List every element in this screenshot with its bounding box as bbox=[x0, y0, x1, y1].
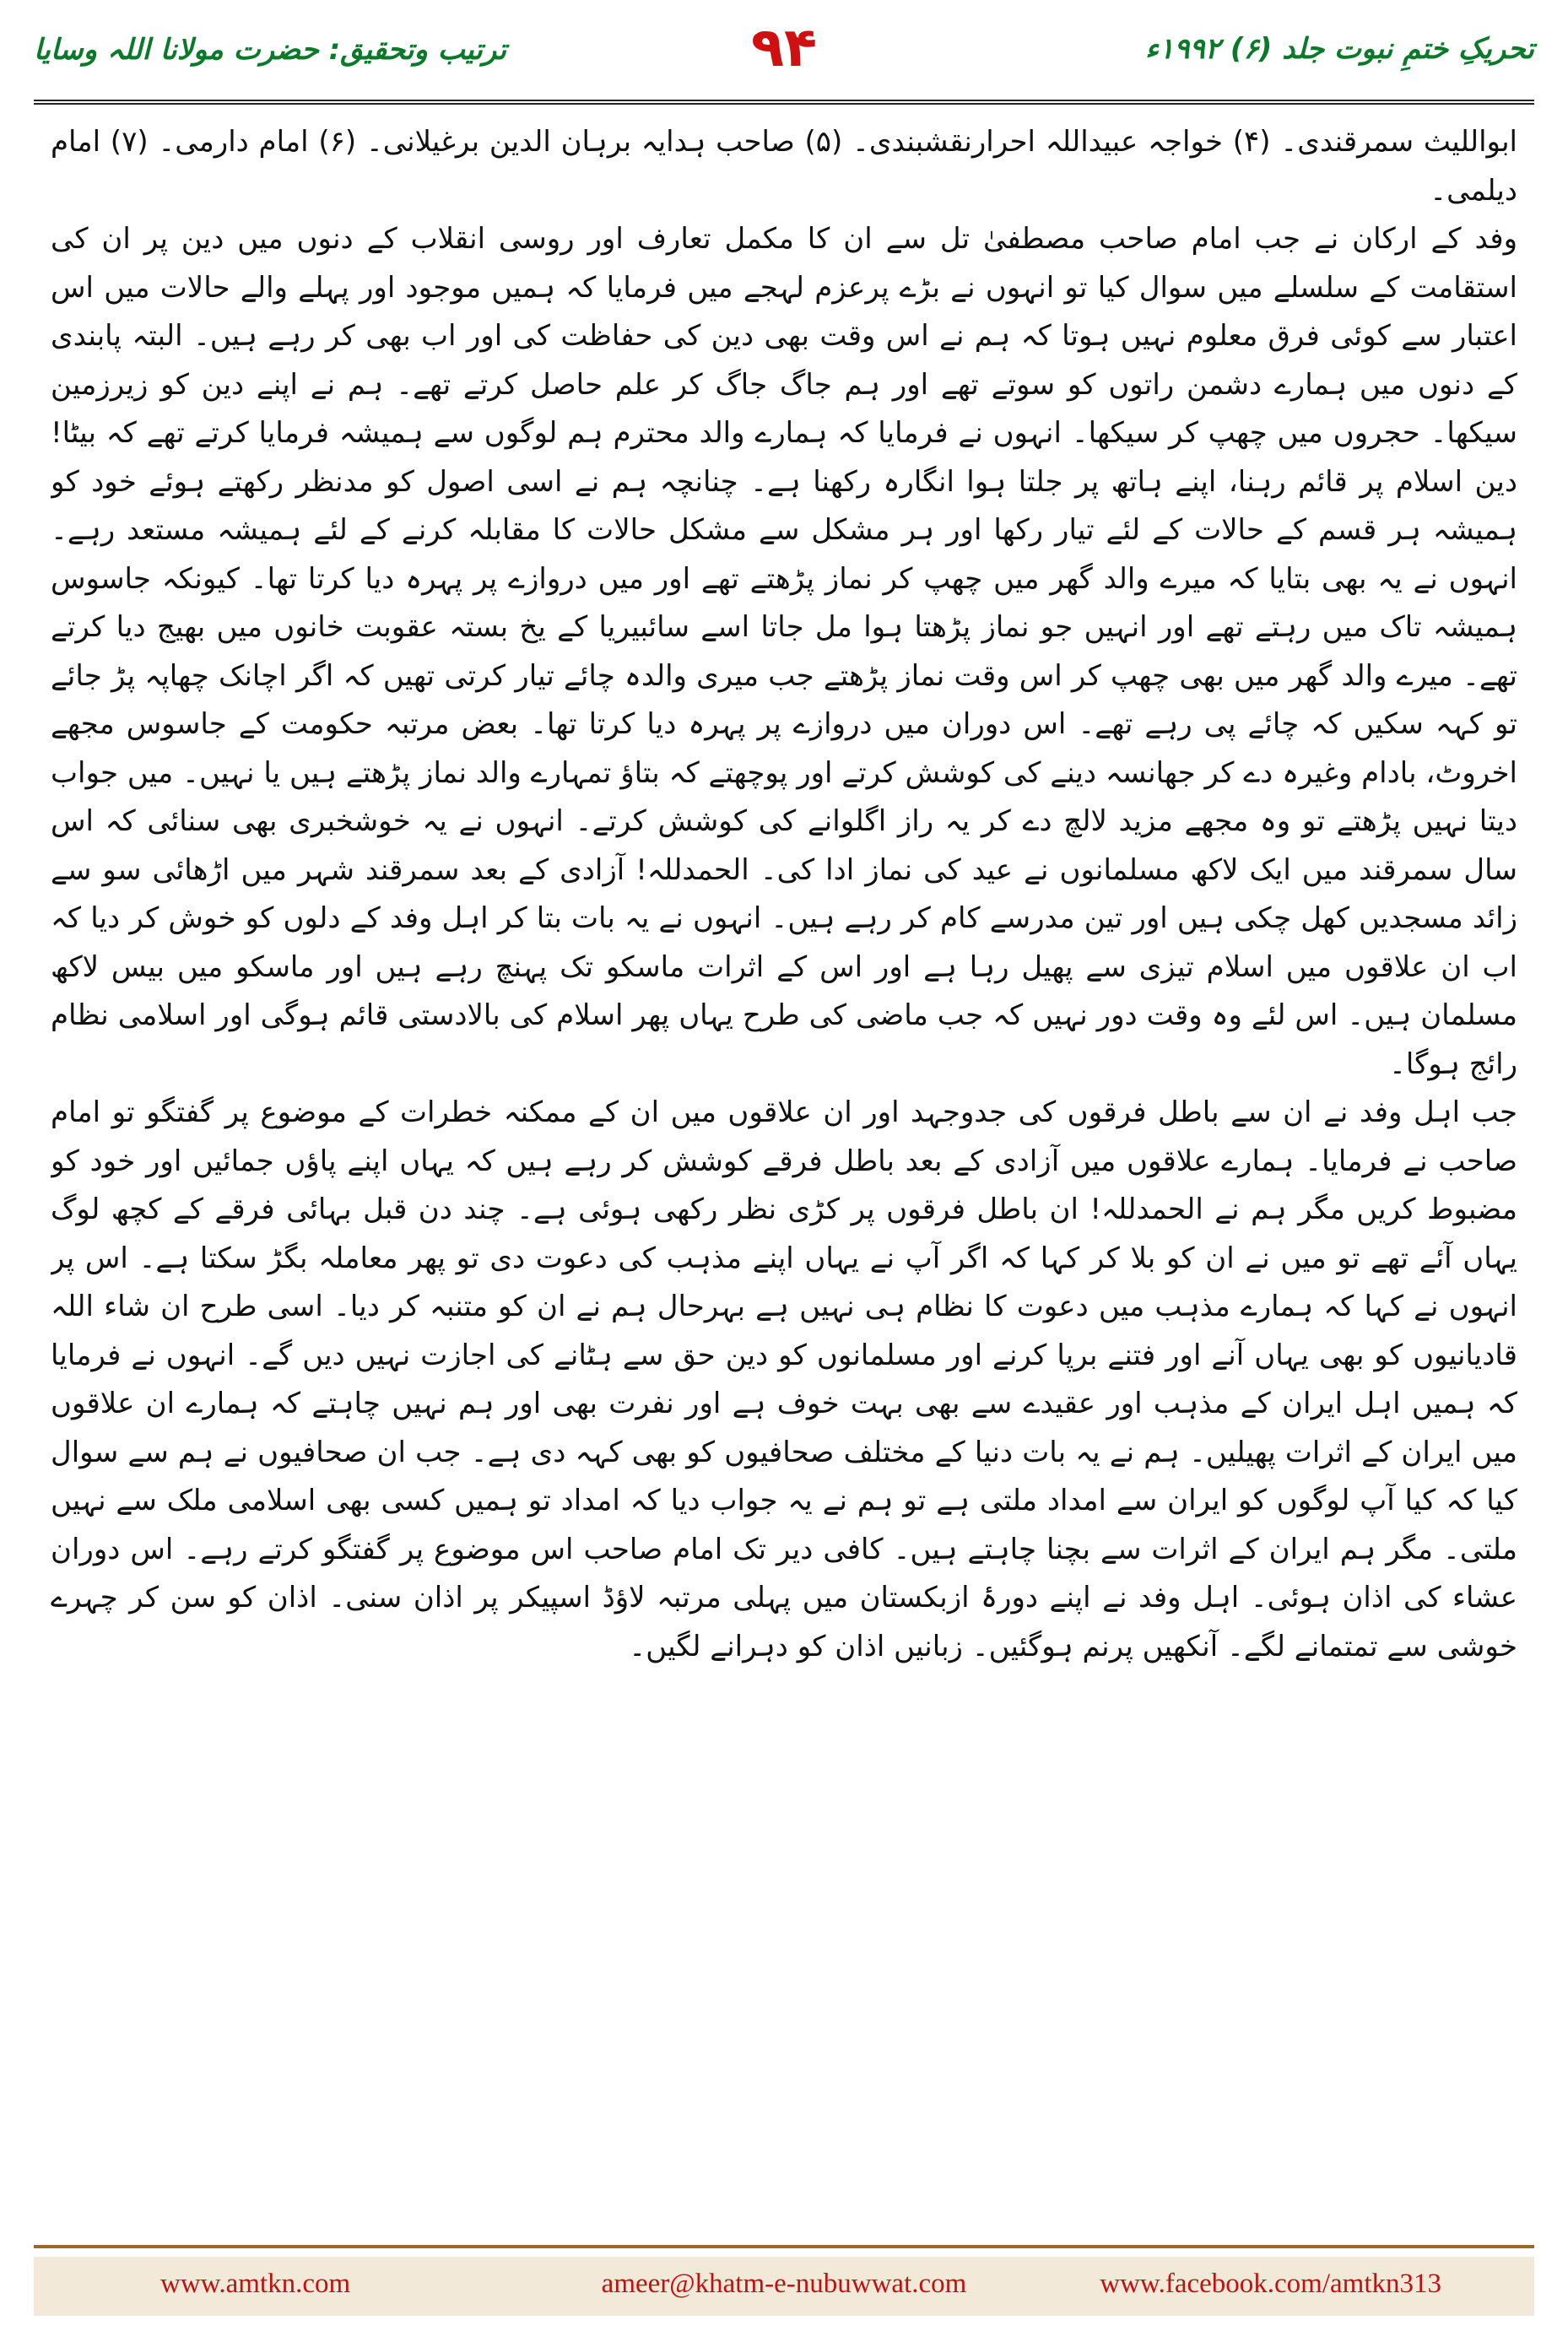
footer-divider bbox=[34, 2245, 1534, 2248]
paragraph-1: ابوالليث سمرقندی۔ (۴) خواجہ عبیداللہ احرارنقشبندی۔ (۵) صاحب ہدایہ برہان الدین برغیلانی۔ (۶) امام دارمی۔ (۷) امام دیلمی۔ bbox=[51, 125, 1517, 208]
website-link[interactable]: www.amtkn.com bbox=[160, 2269, 351, 2299]
email-link[interactable]: ameer@khatm-e-nubuwwat.com bbox=[601, 2269, 967, 2299]
page-footer bbox=[34, 2257, 1534, 2316]
book-title: تحریکِ ختمِ نبوت جلد (۶) ۱۹۹۲ء bbox=[1145, 32, 1534, 66]
paragraph-3: جب اہل وفد نے ان سے باطل فرقوں کی جدوجہد اور ان علاقوں میں ان کے ممکنہ خطرات کے موضوع پر گفتگو تو امام صاحب نے فرمایا۔ ہمارے علاقوں میں آزادی کے بعد باطل فرقے کوشش کر رہے ہیں کہ یہاں اپنے پاؤں جمائیں اور خود کو مضبوط کریں مگر ہم نے الحمدللہ! ان باطل فرقوں پر کڑی نظر رکھی ہوئی ہے۔ چند دن قبل بہائی فرقے کے کچھ لوگ یہاں آئے تھے تو میں نے ان کو بلا کر کہا کہ اگر آپ نے یہاں اپنے مذہب کی دعوت دی تو پھر معاملہ بگڑ سکتا ہے۔ اس پر انہوں نے کہا کہ ہمارے مذہب میں دعوت کا نظام ہی نہیں ہے بہرحال ہم نے ان کو متنبہ کر دیا۔ اسی طرح ان شاء اللہ قادیانیوں کو بھی یہاں آنے اور فتنے برپا کرنے اور مسلمانوں کو دین حق سے ہٹانے کی اجازت نہیں دیں گے۔ انہوں نے فرمایا کہ ہمیں اہل ایران کے مذہب اور عقیدے سے بھی بہت خوف ہے اور نفرت بھی اور ہم نہیں چاہتے کہ ہمارے ان علاقوں میں ایران کے اثرات پھیلیں۔ ہم نے یہ بات دنیا کے مختلف صحافیوں کو بھی کہہ دی ہے۔ جب ان صحافیوں نے ہم سے سوال کیا کہ کیا آپ لوگوں کو ایران سے امداد ملتی ہے تو ہم نے یہ جواب دیا کہ امداد تو ہمیں کسی بھی اسلامی ملک سے نہیں ملتی۔ مگر ہم ایران کے اثرات سے بچنا چاہتے ہیں۔ کافی دیر تک امام صاحب اس موضوع پر گفتگو کرتے رہے۔ اس دوران عشاء کی اذان ہوئی۔ اہل وفد نے اپنے دورۂ ازبکستان میں پہلی مرتبہ لاؤڈ اسپیکر پر اذان سنی۔ اذان کو سن کر چہرے خوشی سے تمتمانے لگے۔ آنکھیں پرنم ہوگئیں۔ زبانیں اذان کو دہرانے لگیں۔ bbox=[51, 1095, 1517, 1663]
paragraph-2: وفد کے ارکان نے جب امام صاحب مصطفیٰ تل سے ان کا مکمل تعارف اور روسی انقلاب کے دنوں میں دین پر ان کی استقامت کے سلسلے میں سوال کیا تو انہوں نے بڑے پرعزم لہجے میں فرمایا کہ ہمیں موجود اور پہلے والے حالات میں اس اعتبار سے کوئی فرق معلوم نہیں ہوتا کہ ہم نے اس وقت بھی دین کی حفاظت کی اور اب بھی کر رہے ہیں۔ البتہ پابندی کے دنوں میں ہمارے دشمن راتوں کو سوتے تھے اور ہم جاگ جاگ کر علم حاصل کرتے تھے۔ ہم نے اپنے دین کو زیرزمین سیکھا۔ حجروں میں چھپ کر سیکھا۔ انہوں نے فرمایا کہ ہمارے والد محترم ہم لوگوں سے ہمیشہ فرمایا کرتے تھے کہ بیٹا! دین اسلام پر قائم رہنا، اپنے ہاتھ پر جلتا ہوا انگارہ رکھنا ہے۔ چنانچہ ہم نے اسی اصول کو مدنظر رکھتے ہوئے خود کو ہمیشہ ہر قسم کے حالات کے لئے تیار رکھا اور ہر مشکل سے مشکل حالات کا مقابلہ کرنے کے لئے ہمیشہ مستعد رہے۔ انہوں نے یہ بھی بتایا کہ میرے والد گھر میں چھپ کر نماز پڑھتے تھے اور میں دروازے پر پہرہ دیا کرتا تھا۔ کیونکہ جاسوس ہمیشہ تاک میں رہتے تھے اور انہیں جو نماز پڑھتا ہوا مل جاتا اسے سائبیریا کے یخ بستہ عقوبت خانوں میں بھیج دیا کرتے تھے۔ میرے والد گھر میں بھی چھپ کر اس وقت نماز پڑھتے جب میری والدہ چائے تیار کرتی تھیں کہ اگر اچانک چھاپہ پڑ جائے تو کہہ سکیں کہ چائے پی رہے تھے۔ اس دوران میں دروازے پر پہرہ دیا کرتا تھا۔ بعض مرتبہ حکومت کے جاسوس مجھے اخروٹ، بادام وغیرہ دے کر جھانسہ دینے کی کوشش کرتے اور پوچھتے کہ بتاؤ تمہارے والد نماز پڑھتے ہیں یا نہیں۔ میں جواب دیتا نہیں پڑھتے تو وہ مجھے مزید لالچ دے کر یہ راز اگلوانے کی کوشش کرتے۔ انہوں نے یہ خوشخبری بھی سنائی کہ اس سال سمرقند میں ایک لاکھ مسلمانوں نے عید کی نماز ادا کی۔ الحمدللہ! آزادی کے بعد سمرقند شہر میں اڑھائی سو سے زائد مسجدیں کھل چکی ہیں اور تین مدرسے کام کر رہے ہیں۔ انہوں نے یہ بات بتا کر اہل وفد کے دلوں کو خوش کر دیا کہ اب ان علاقوں میں اسلام تیزی سے پھیل رہا ہے اور اس کے اثرات ماسکو تک پہنچ رہے ہیں اور ماسکو میں بیس لاکھ مسلمان ہیں۔ اس لئے وہ وقت دور نہیں کہ جب ماضی کی طرح یہاں پھر اسلام کی بالادستی قائم ہوگی اور اسلامی نظام رائج ہوگا۔ bbox=[51, 222, 1517, 1081]
body-text bbox=[51, 118, 1517, 2220]
page-header bbox=[34, 17, 1534, 89]
compiler-credit: ترتیب وتحقیق: حضرت مولانا اللہ وسایا bbox=[34, 33, 507, 67]
facebook-link[interactable]: www.facebook.com/amtkn313 bbox=[1100, 2269, 1441, 2299]
header-divider bbox=[34, 100, 1534, 105]
page-number: ۹۴ bbox=[750, 17, 818, 79]
